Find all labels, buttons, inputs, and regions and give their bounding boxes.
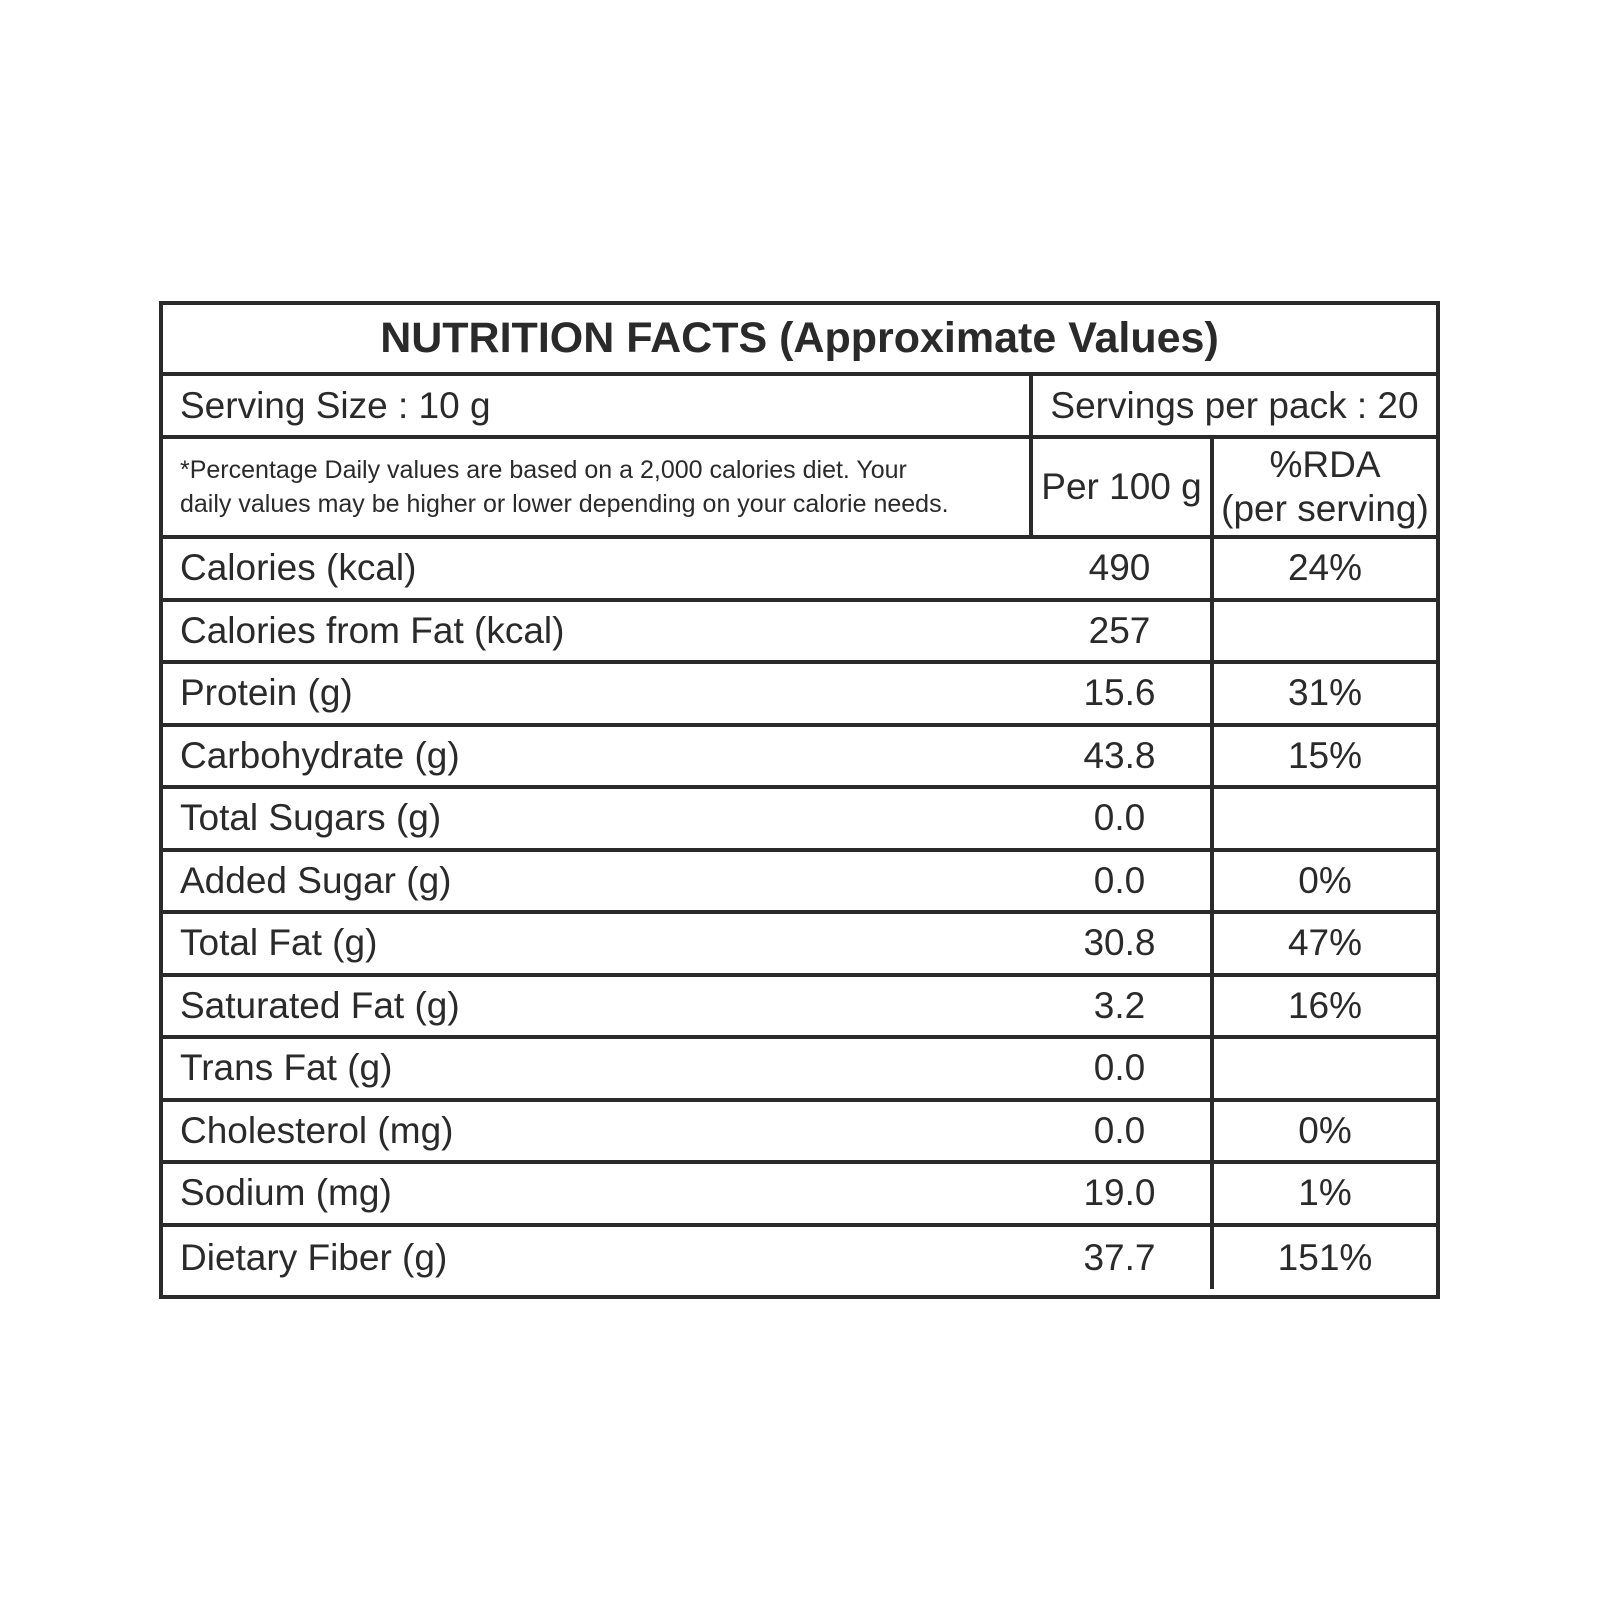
title-row xyxy=(163,305,1436,376)
nutrient-name: Sodium (mg) xyxy=(180,1172,392,1214)
nutrient-per-100g: 15.6 xyxy=(1083,672,1156,714)
nutrient-row xyxy=(163,914,1436,977)
nutrient-rda: 31% xyxy=(1210,664,1436,723)
nutrient-name: Saturated Fat (g) xyxy=(180,984,460,1026)
nutrient-per-100g: 0.0 xyxy=(1093,859,1146,901)
nutrient-rda: 15% xyxy=(1210,727,1436,786)
nutrient-rda: 0% xyxy=(1210,852,1436,911)
rda-header xyxy=(1210,439,1436,535)
nutrient-per-100g: 19.0 xyxy=(1083,1172,1156,1214)
daily-value-note-line2: daily values may be higher or lower depending on your calorie needs. xyxy=(180,490,949,518)
nutrient-row xyxy=(163,789,1436,852)
daily-value-note xyxy=(163,439,1029,535)
nutrient-per-100g: 0.0 xyxy=(1093,1047,1146,1089)
table-title: NUTRITION FACTS (Approximate Values) xyxy=(380,314,1219,362)
nutrient-name: Total Fat (g) xyxy=(180,922,378,964)
nutrient-per-100g: 0.0 xyxy=(1093,797,1146,839)
servings-per-pack: Servings per pack : 20 xyxy=(1029,376,1436,435)
nutrient-row xyxy=(163,1227,1436,1290)
nutrient-name: Trans Fat (g) xyxy=(180,1047,393,1089)
nutrient-per-100g: 30.8 xyxy=(1083,922,1156,964)
daily-value-note-line1: *Percentage Daily values are based on a 2,000 calories diet. Your xyxy=(180,456,907,484)
nutrient-name: Added Sugar (g) xyxy=(180,859,452,901)
nutrient-row xyxy=(163,977,1436,1040)
per-100g-header: Per 100 g xyxy=(1029,439,1210,535)
nutrient-row xyxy=(163,539,1436,602)
serving-size: Serving Size : 10 g xyxy=(180,384,491,426)
nutrient-per-100g: 43.8 xyxy=(1083,734,1156,776)
serving-row xyxy=(163,376,1436,439)
nutrient-per-100g: 37.7 xyxy=(1083,1236,1156,1278)
column-header-row xyxy=(163,439,1436,539)
nutrient-per-100g: 490 xyxy=(1088,547,1151,589)
nutrient-rda: 16% xyxy=(1210,977,1436,1036)
nutrient-rda xyxy=(1210,789,1436,848)
nutrient-name: Calories (kcal) xyxy=(180,547,417,589)
nutrient-row xyxy=(163,852,1436,915)
nutrient-row xyxy=(163,1102,1436,1165)
nutrient-rda: 0% xyxy=(1210,1102,1436,1161)
nutrient-rda: 24% xyxy=(1210,539,1436,598)
nutrient-row xyxy=(163,602,1436,665)
nutrient-row xyxy=(163,727,1436,790)
nutrient-rda: 151% xyxy=(1210,1227,1436,1290)
nutrient-rda xyxy=(1210,1039,1436,1098)
rda-header-line2: (per serving) xyxy=(1221,488,1429,529)
nutrient-rda: 1% xyxy=(1210,1164,1436,1223)
nutrient-row xyxy=(163,1164,1436,1227)
nutrient-rda: 47% xyxy=(1210,914,1436,973)
nutrient-per-100g: 3.2 xyxy=(1093,984,1146,1026)
nutrient-name: Dietary Fiber (g) xyxy=(180,1236,448,1278)
nutrient-name: Protein (g) xyxy=(180,672,353,714)
nutrient-name: Calories from Fat (kcal) xyxy=(180,609,565,651)
nutrient-per-100g: 257 xyxy=(1088,609,1151,651)
nutrient-name: Carbohydrate (g) xyxy=(180,734,460,776)
nutrient-name: Total Sugars (g) xyxy=(180,797,442,839)
nutrient-row xyxy=(163,1039,1436,1102)
nutrition-facts-table xyxy=(159,301,1440,1299)
nutrient-row xyxy=(163,664,1436,727)
nutrient-rda xyxy=(1210,602,1436,661)
nutrient-name: Cholesterol (mg) xyxy=(180,1109,454,1151)
nutrient-per-100g: 0.0 xyxy=(1093,1109,1146,1151)
rda-header-line1: %RDA xyxy=(1269,444,1381,485)
